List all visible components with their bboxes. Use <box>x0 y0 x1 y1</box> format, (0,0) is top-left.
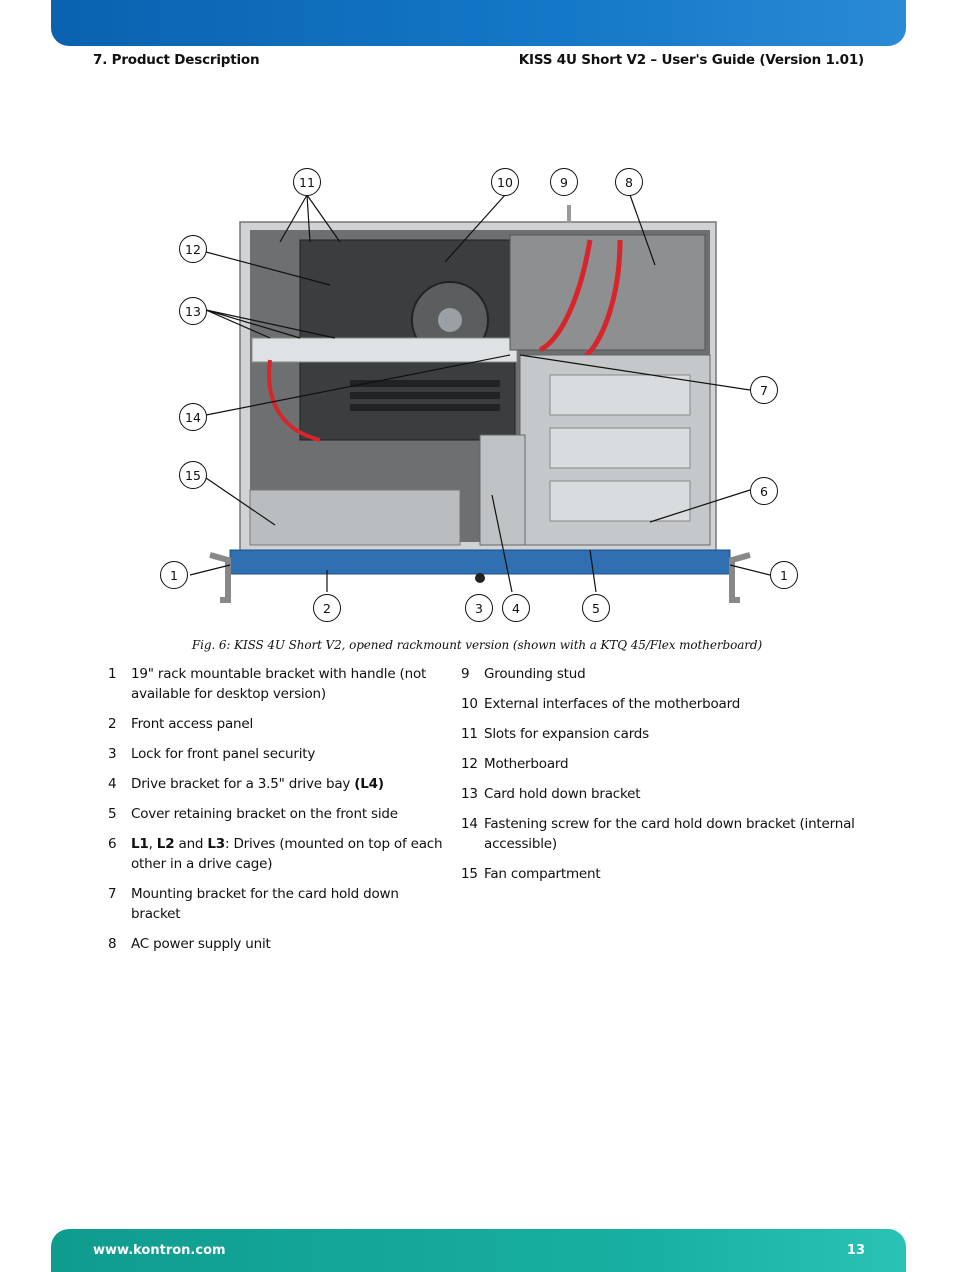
chassis-figure <box>150 160 810 630</box>
lock-shape <box>475 573 485 583</box>
front-access-panel-shape <box>230 550 730 574</box>
callout-13: 13 <box>179 297 207 325</box>
legend-item: 7 Mounting bracket for the card hold down bracket <box>108 886 399 922</box>
legend-item: 4 Drive bracket for a 3.5" drive bay (L4) <box>108 776 384 792</box>
callout-8: 8 <box>615 168 643 196</box>
callout-2: 2 <box>313 594 341 622</box>
figure-caption: Fig. 6: KISS 4U Short V2, opened rackmount version (shown with a KTQ 45/Flex motherboard) <box>191 638 763 652</box>
legend-item: 2 Front access panel <box>108 716 254 732</box>
chassis-illustration <box>150 160 810 630</box>
callout-10: 10 <box>491 168 519 196</box>
legend-item: 1 19" rack mountable bracket with handle (not available for desktop version) <box>108 666 427 702</box>
legend-item: 3 Lock for front panel security <box>108 746 316 762</box>
right-handle-shape <box>732 555 750 600</box>
section-title: 7. Product Description <box>93 52 260 68</box>
card-hold-down-bracket-shape <box>252 338 517 362</box>
legend-item: 10 External interfaces of the motherboard <box>461 696 741 712</box>
callout-11: 11 <box>293 168 321 196</box>
legend-right-column <box>461 664 861 894</box>
cpu-fan-hub <box>438 308 462 332</box>
legend-item: 14 Fastening screw for the card hold down bracket (internal accessible) <box>461 816 855 852</box>
callout-12: 12 <box>179 235 207 263</box>
callout-1-left: 1 <box>160 561 188 589</box>
legend-item: 12 Motherboard <box>461 756 569 772</box>
left-handle-shape <box>210 555 228 600</box>
legend-item: 8 AC power supply unit <box>108 936 271 952</box>
callout-4: 4 <box>502 594 530 622</box>
footer-url-link[interactable]: www.kontron.com <box>93 1243 226 1258</box>
legend-item: 5 Cover retaining bracket on the front side <box>108 806 398 822</box>
callout-7: 7 <box>750 376 778 404</box>
document-title: KISS 4U Short V2 – User's Guide (Version 1.01) <box>518 52 864 68</box>
callout-6: 6 <box>750 477 778 505</box>
legend-left-column <box>108 664 448 964</box>
callout-3: 3 <box>465 594 493 622</box>
legend-item: 9 Grounding stud <box>461 666 586 682</box>
callout-14: 14 <box>179 403 207 431</box>
legend-item: 6 L1, L2 and L3: Drives (mounted on top of each other in a drive cage) <box>108 836 443 872</box>
power-supply-shape <box>510 235 705 350</box>
legend-item: 11 Slots for expansion cards <box>461 726 650 742</box>
fan-compartment-shape <box>250 490 460 545</box>
page-number: 13 <box>846 1243 865 1258</box>
grounding-stud-shape <box>567 205 571 223</box>
callout-9: 9 <box>550 168 578 196</box>
drive-bracket-shape <box>480 435 525 545</box>
header-band <box>51 0 906 46</box>
callout-15: 15 <box>179 461 207 489</box>
legend-item: 13 Card hold down bracket <box>461 786 641 802</box>
callout-5: 5 <box>582 594 610 622</box>
legend-item: 15 Fan compartment <box>461 866 601 882</box>
callout-1-right: 1 <box>770 561 798 589</box>
